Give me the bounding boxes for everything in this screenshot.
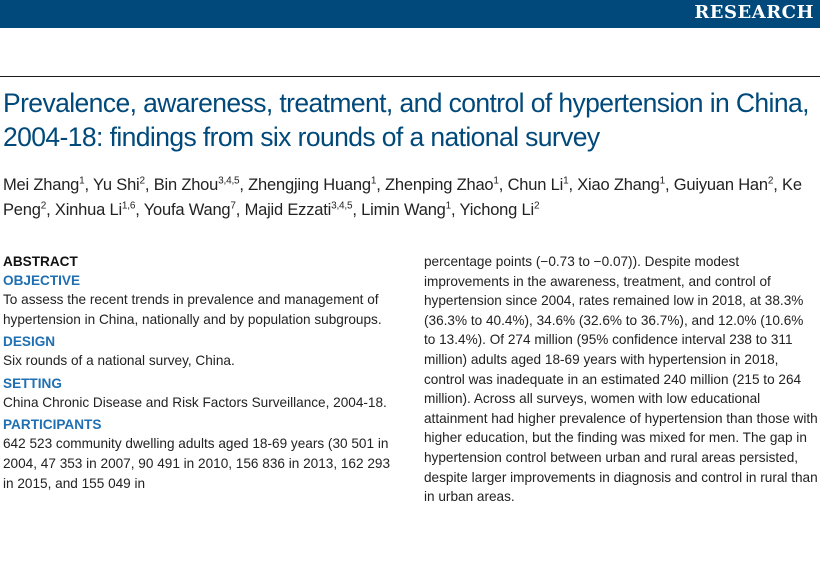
author-list: Mei Zhang$^1$, Yu Shi$^2$, Bin Zhou$^{3,4,5}$, Zhengjing Huang$^1$, Zhenping Zhao$^1$, Chun Li$^1$, Xiao Zhang$^1$, Guiyuan Han$^2$, Ke Peng$^2$, Xinhua Li$^{1,6}$, Youfa Wang$^7$, Majid Ezzati$^{3,4,5}$, Limin Wang$^1$, Yichong Li$^2$	[3, 175, 802, 219]
author-name: Mei Zhang	[3, 176, 80, 194]
author-affiliation: 1	[445, 200, 452, 212]
section-banner	[0, 0, 820, 28]
objective-text: To assess the recent trends in prevalence and management of hypertension in China, nationally and by population subgroups.	[3, 292, 382, 327]
author-affiliation: 1,6	[121, 200, 136, 212]
author-affiliation: 1	[659, 175, 665, 187]
article-title: Prevalence, awareness, treatment, and control of hypertension in China, 2004-18: findings from six rounds of a national survey	[3, 88, 809, 152]
author-name: Majid Ezzati	[244, 201, 332, 219]
author-name: Youfa Wang	[143, 201, 231, 219]
author-name: Yu Shi	[93, 176, 140, 194]
abstract-heading: ABSTRACT	[3, 254, 78, 269]
author-affiliation: 7	[230, 200, 236, 212]
author-affiliation: 1	[493, 175, 499, 187]
author-name: Xinhua Li	[54, 201, 122, 219]
author-name: Guiyuan Han	[673, 176, 768, 194]
section-label: RESEARCH	[694, 2, 814, 23]
author-affiliation: 1	[370, 175, 377, 187]
author-name: Bin Zhou	[153, 176, 219, 194]
author-affiliation: 1	[563, 175, 569, 187]
abstract-left-column	[3, 252, 398, 493]
author-name: Xiao Zhang	[577, 176, 660, 194]
setting-text: China Chronic Disease and Risk Factors Surveillance, 2004-18.	[3, 394, 387, 410]
objective-heading: OBJECTIVE	[3, 273, 81, 288]
abstract-right-column	[424, 252, 818, 507]
author-name: Yichong Li	[459, 201, 534, 219]
participants-text: 642 523 community dwelling adults aged 18-69 years (30 501 in 2004, 47 353 in 2007, 90 491 in 2010, 156 836 in 2013, 162 293 in 2015, and 155 049 in	[3, 436, 391, 491]
participants-heading: PARTICIPANTS	[3, 417, 102, 433]
setting-heading: SETTING	[3, 375, 62, 391]
author-affiliation: 2	[767, 175, 774, 187]
author-name: Limin Wang	[361, 201, 446, 219]
results-continuation-text: percentage points (−0.73 to −0.07)). Despite modest improvements in the awareness, treatment, and control of hypertension since 2004, rates remained low in 2018, at 38.3% (36.3% to 40.4%), 34.6% (32.6% to 36.7%), and 12.0% (10.6% to 13.4%). Of 274 million (95% confidence interval 238 to 311 million) adults aged 18-69 years with hypertension in 2018, control was inadequate in an estimated 240 million (215 to 264 million). Across all surveys, women with low educational attainment had higher prevalence of hypertension than those with higher education, but the finding was mixed for men. The gap in hypertension control between urban and rural areas persisted, despite larger improvements in diagnosis and control in rural than in urban areas.	[424, 254, 818, 505]
design-text: Six rounds of a national survey, China.	[3, 353, 235, 369]
author-affiliation: 2	[139, 175, 145, 187]
author-affiliation: 1	[79, 175, 85, 187]
title-divider	[0, 76, 820, 77]
author-name: Zhengjing Huang	[248, 176, 371, 194]
author-affiliation: 3,4,5	[331, 200, 353, 212]
author-affiliation: 2	[40, 200, 47, 212]
author-name: Chun Li	[507, 176, 564, 194]
author-name: Ke Peng	[3, 176, 802, 219]
author-affiliation: 2	[533, 200, 540, 212]
author-affiliation: 3,4,5	[218, 175, 240, 187]
design-heading: DESIGN	[3, 334, 56, 350]
author-name: Zhenping Zhao	[385, 176, 494, 194]
